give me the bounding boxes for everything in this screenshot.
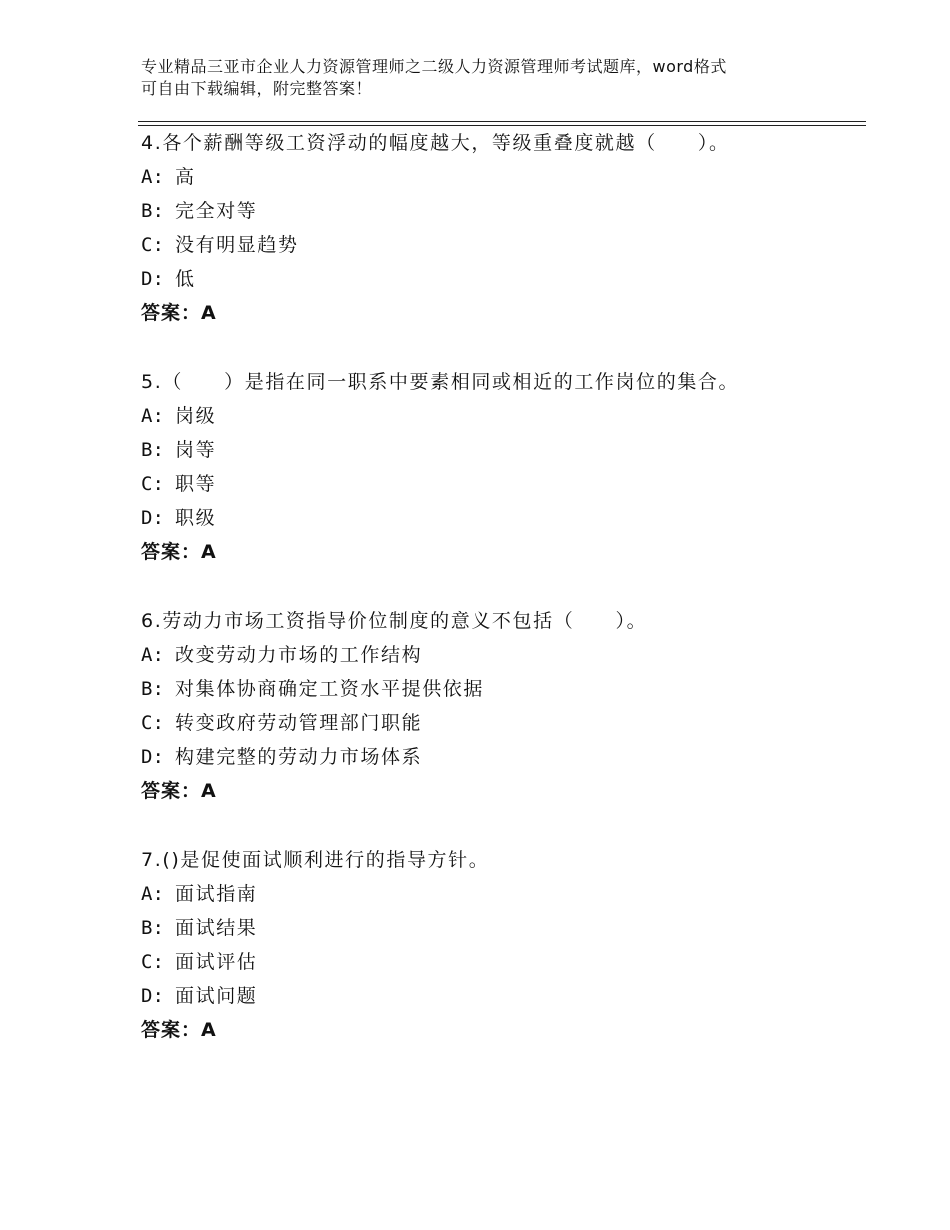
option-key: B: (141, 678, 164, 700)
option-d (141, 501, 861, 535)
question-block-7 (141, 843, 861, 1047)
option-a (141, 399, 861, 433)
answer-label: 答案：A (141, 541, 217, 563)
option-text: 低 (175, 268, 196, 290)
option-c (141, 706, 861, 740)
header-divider-top (138, 121, 866, 122)
option-text: 岗级 (175, 405, 217, 427)
option-key: C: (141, 951, 164, 973)
header-line-2: 可自由下载编辑，附完整答案！ (141, 79, 373, 98)
option-text: 面试指南 (175, 883, 258, 905)
answer-label: 答案：A (141, 302, 217, 324)
option-key: D: (141, 268, 164, 290)
option-c (141, 945, 861, 979)
option-text: 对集体协商确定工资水平提供依据 (175, 678, 485, 700)
option-key: B: (141, 439, 164, 461)
question-block-5 (141, 365, 861, 569)
option-d (141, 740, 861, 774)
answer-label: 答案：A (141, 1019, 217, 1041)
option-d (141, 262, 861, 296)
option-a (141, 160, 861, 194)
option-key: C: (141, 234, 164, 256)
option-text: 构建完整的劳动力市场体系 (175, 746, 423, 768)
option-c (141, 467, 861, 501)
option-d (141, 979, 861, 1013)
option-key: C: (141, 712, 164, 734)
option-key: B: (141, 200, 164, 222)
document-header (141, 56, 821, 100)
option-text: 改变劳动力市场的工作结构 (175, 644, 423, 666)
option-text: 完全对等 (175, 200, 258, 222)
option-text: 高 (175, 166, 196, 188)
question-text: 4.各个薪酬等级工资浮动的幅度越大，等级重叠度就越（ ）。 (141, 132, 730, 154)
question-text: 5.（ ）是指在同一职系中要素相同或相近的工作岗位的集合。 (141, 371, 740, 393)
option-text: 岗等 (175, 439, 217, 461)
option-text: 职等 (175, 473, 217, 495)
option-text: 面试评估 (175, 951, 258, 973)
header-line-1: 专业精品三亚市企业人力资源管理师之二级人力资源管理师考试题库，word格式 (141, 57, 727, 76)
option-key: A: (141, 883, 164, 905)
option-b (141, 672, 861, 706)
option-b (141, 194, 861, 228)
option-text: 没有明显趋势 (175, 234, 299, 256)
option-text: 面试问题 (175, 985, 258, 1007)
option-a (141, 877, 861, 911)
option-key: D: (141, 985, 164, 1007)
option-key: D: (141, 746, 164, 768)
option-key: B: (141, 917, 164, 939)
option-text: 面试结果 (175, 917, 258, 939)
question-block-4 (141, 126, 861, 330)
option-c (141, 228, 861, 262)
option-key: D: (141, 507, 164, 529)
option-b (141, 433, 861, 467)
option-a (141, 638, 861, 672)
option-key: C: (141, 473, 164, 495)
question-block-6 (141, 604, 861, 808)
answer-label: 答案：A (141, 780, 217, 802)
option-key: A: (141, 405, 164, 427)
option-key: A: (141, 166, 164, 188)
question-text: 6.劳动力市场工资指导价位制度的意义不包括（ ）。 (141, 610, 648, 632)
option-b (141, 911, 861, 945)
option-text: 转变政府劳动管理部门职能 (175, 712, 423, 734)
question-text: 7.()是促使面试顺利进行的指导方针。 (141, 849, 490, 871)
option-text: 职级 (175, 507, 217, 529)
option-key: A: (141, 644, 164, 666)
